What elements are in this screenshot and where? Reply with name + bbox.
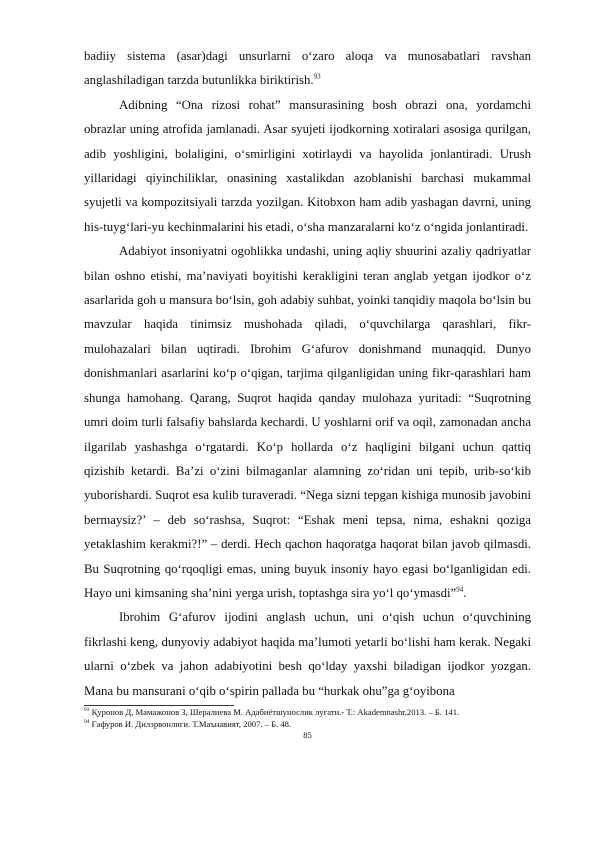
paragraph-3 bbox=[84, 239, 531, 605]
paragraph-4 bbox=[84, 605, 531, 703]
footnote-94-text: Ғафуров И. Дилэрвонлиги. Т.Маънавият, 2007. – Б. 48. bbox=[91, 718, 292, 729]
footnote-separator bbox=[84, 705, 234, 706]
page-number: 85 bbox=[303, 729, 312, 740]
paragraph-3-tail: . bbox=[463, 585, 467, 600]
footnote-94-number: 94 bbox=[84, 719, 90, 726]
footnote-93 bbox=[84, 707, 531, 718]
footnote-94 bbox=[84, 719, 531, 730]
paragraph-2 bbox=[84, 93, 531, 239]
footnote-93-number: 93 bbox=[84, 707, 90, 714]
footnote-ref-94[interactable]: 94 bbox=[456, 585, 464, 594]
paragraph-3-text: Adabiyot insoniyatni ogohlikka undashi, uning aqliy shuurini azaliy qadriyatlar bilan oshno etishi, ma’naviyati boyitishi kerakligini teran anglab yetgan ijodkor o‘z asarlarida goh u mansura bo‘lsin, goh adabiy suhbat, yoinki tanqidiy maqola bo‘lsin bu mavzular haqida tinimsiz mushohada qiladi, o‘quvchilarga qarashlari, fikr-mulohazalari bilan uqtiradi. Ibrohim G‘afurov donishmand munaqqid. Dunyo donishmanlari asarlarini ko‘p o‘qigan, tarjima qilganligidan uning fikr-qarashlari ham shunga hamohang. Qarang, Suqrot haqida qanday mulohaza yuritadi: “Suqrotning umri doim turli falsafiy bahslarda kechardi. U yoshlarni orif va oqil, zamonadan ancha ilgarilab yashashga o‘rgatardi. Ko‘p hollarda o‘z haqligini bilgani uchun qattiq qizishib ketardi. Ba’zi o‘zini bilmaganlar alamning zo‘ridan uni tepib, urib-so‘kib yuborishardi. Suqrot esa kulib turaveradi. “Nega sizni tepgan kishiga munosib javobini bermaysiz?’ – deb so‘rashsa, Suqrot: “Eshak meni tepsa, nima, eshakni qoziga yetaklashim kerakmi?!” – derdi. Hech qachon haqoratga haqorat bilan javob qilmasdi. Bu Suqrotning qo‘rqoqligi emas, uning buyuk insoniy hayo egasi bo‘lganligidan edi. Hayo uni kimsaning sha’nini yerga urish, toptashga sira yo‘l qo‘ymasdi” bbox=[84, 244, 531, 600]
footnote-93-text: Қуронов Д, Мамажонов З, Шералиева М. Адабиётшунослик луғати.- Т.: Akademnashr,2013. – Б. 141. bbox=[91, 706, 460, 717]
paragraph-2-text: Adibning “Ona rizosi rohat” mansurasining bosh obrazi ona, yordamchi obrazlar uning atrofida jamlanadi. Asar syujeti ijodkorning xotiralari asosiga qurilgan, adib yoshligini, bolaligini, o‘smirligini xotirlaydi va hayolida jonlantiradi. Urush yillaridagi qiyinchiliklar, onasining xastalikdan azoblanishi barchasi mukammal syujetli va kompozitsiyali tarzda yozilgan. Kitobxon ham adib yashagan davrni, uning his-tuyg‘lari-yu kechinmalarini his etadi, o‘sha manzaralarni ko‘z o‘ngida jonlantiradi. bbox=[84, 97, 531, 234]
paragraph-1-text: badiiy sistema (asar)dagi unsurlarni o‘zaro aloqa va munosabatlari ravshan anglashiladigan tarzda butunlikka biriktirish. bbox=[84, 49, 531, 88]
paragraph-4-text: Ibrohim G‘afurov ijodini anglash uchun, uni o‘qish uchun o‘quvchining fikrlashi keng, dunyoviy adabiyot haqida ma’lumoti yetarli bo‘lishi ham kerak. Negaki ularni o‘zbek va jahon adabiyotini besh qo‘lday yaxshi biladigan ijodkor yozgan. Mana bu mansurani o‘qib o‘spirin pallada bu “hurkak ohu”ga g‘oyibona bbox=[84, 610, 531, 698]
document-page bbox=[84, 44, 531, 741]
paragraph-1 bbox=[84, 44, 531, 93]
footnote-ref-93[interactable]: 93 bbox=[313, 73, 321, 82]
